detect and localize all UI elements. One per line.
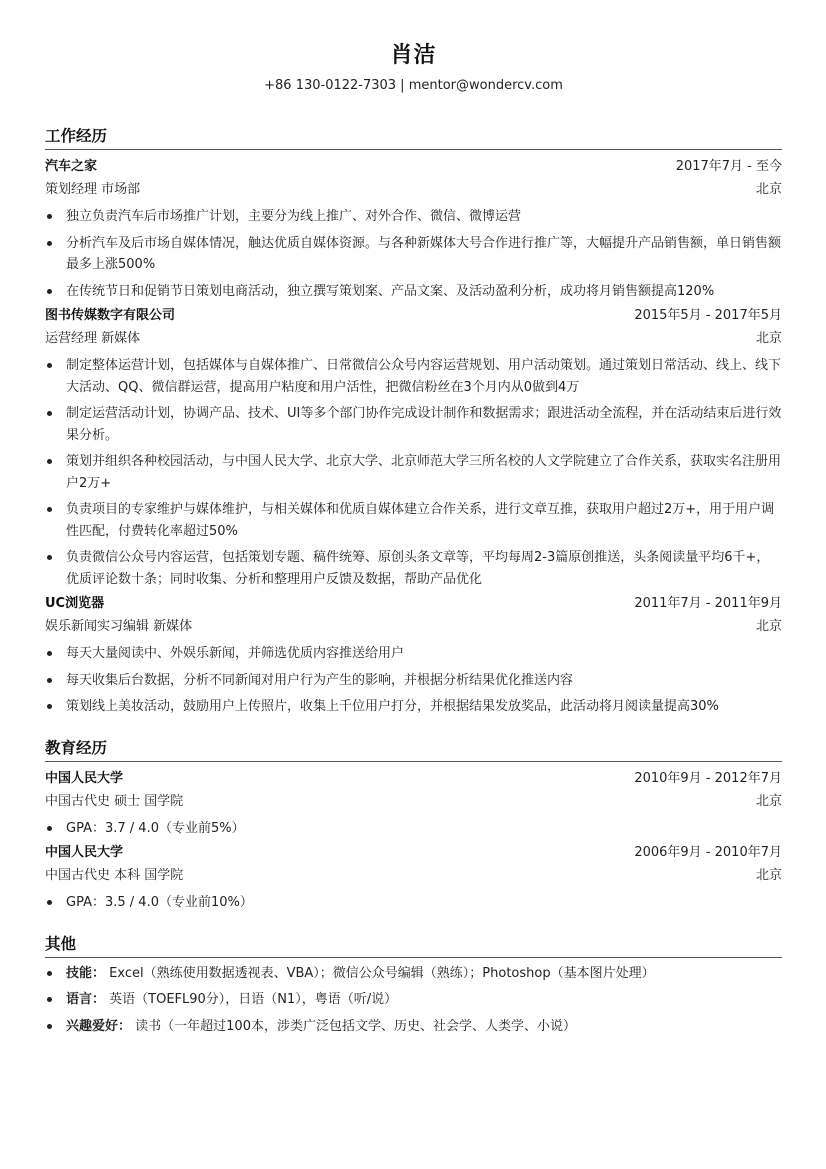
date-range: 2006年9月 - 2010年7月	[634, 845, 782, 860]
bullet-item	[45, 355, 782, 398]
bullet-item	[45, 233, 782, 276]
hobbies-label: 兴趣爱好：	[66, 1018, 132, 1034]
bullet-item	[45, 403, 782, 446]
entry-header	[45, 767, 782, 791]
date-range: 2010年9月 - 2012年7月	[634, 770, 782, 786]
job-role: 运营经理 新媒体	[45, 331, 141, 346]
job-role: 娱乐新闻实习编辑 新媒体	[45, 619, 193, 634]
skills-text: Excel（熟练使用数据透视表、VBA）；微信公众号编辑（熟练）；Photoshop（基本图片处理）	[109, 965, 655, 981]
school-name: 中国人民大学	[45, 845, 124, 860]
bullet-text: 每天大量阅读中、外娱乐新闻，并筛选优质内容推送给用户	[66, 646, 405, 661]
entry-subheader	[45, 865, 782, 887]
bullet-item	[45, 206, 782, 228]
work-section-title: 工作经历	[45, 126, 782, 150]
bullet-item	[45, 963, 782, 985]
bullet-text: 在传统节日和促销节日策划电商活动，独立撰写策划案、产品文案、及活动盈利分析，成功将月销售额提高120%	[66, 283, 715, 299]
degree: 中国古代史 硕士 国学院	[45, 793, 184, 809]
bullet-dot-icon	[47, 555, 52, 560]
candidate-name: 肖洁	[390, 43, 437, 68]
company-name: 汽车之家	[45, 159, 98, 174]
bullet-list	[45, 355, 782, 590]
job-role: 策划经理 市场部	[45, 182, 141, 197]
bullet-text: GPA：3.5 / 4.0（专业前10%）	[66, 895, 253, 910]
school-name: 中国人民大学	[45, 770, 124, 786]
location: 北京	[755, 868, 782, 883]
bullet-dot-icon	[47, 507, 52, 512]
bullet-item	[45, 696, 782, 718]
bullet-dot-icon	[47, 289, 52, 294]
bullet-list	[45, 892, 782, 914]
bullet-list	[45, 206, 782, 302]
entry-subheader	[45, 791, 782, 813]
entry-subheader	[45, 328, 782, 350]
bullet-dot-icon	[47, 1024, 52, 1029]
bullet-item	[45, 892, 782, 914]
company-name: UC浏览器	[45, 596, 105, 611]
bullet-item	[45, 499, 782, 542]
entry-header	[45, 592, 782, 616]
resume-header	[45, 0, 782, 94]
bullet-item	[45, 547, 782, 590]
company-name: 图书传媒数字有限公司	[45, 308, 176, 323]
entry-header	[45, 304, 782, 328]
bullet-dot-icon	[47, 971, 52, 976]
bullet-text: 制定整体运营计划，包括媒体与自媒体推广、日常微信公众号内容运营规划、用户活动策划。通过策划日常活动、线上、线下大活动、QQ、微信群运营，提高用户粘度和用户活性，把微信粉丝在3个月内从0做到4万	[66, 358, 782, 395]
bullet-item	[45, 670, 782, 692]
date-range: 2015年5月 - 2017年5月	[634, 308, 782, 323]
work-entry	[45, 592, 782, 718]
bullet-dot-icon	[47, 363, 52, 368]
bullet-text: 负责项目的专家维护与媒体维护，与相关媒体和优质自媒体建立合作关系，进行文章互推，获取用户超过2万+，用于用户调性匹配，付费转化率超过50%	[66, 502, 775, 539]
date-range: 2017年7月 - 至今	[675, 159, 782, 174]
bullet-item	[45, 281, 782, 303]
bullet-text: 制定运营活动计划，协调产品、技术、UI等多个部门协作完成设计制作和数据需求；跟进活动全流程，并在活动结束后进行效果分析。	[66, 406, 782, 443]
resume-page	[45, 0, 782, 1038]
skills-label: 技能：	[66, 965, 106, 981]
bullet-item	[45, 451, 782, 494]
entry-subheader	[45, 179, 782, 201]
education-entry	[45, 841, 782, 914]
bullet-text: 分析汽车及后市场自媒体情况，触达优质自媒体资源。与各种新媒体大号合作进行推广等，大幅提升产品销售额，单日销售额最多上涨500%	[66, 235, 782, 272]
entry-header	[45, 841, 782, 865]
work-entry	[45, 304, 782, 590]
location: 北京	[755, 619, 782, 634]
bullet-item	[45, 989, 782, 1011]
other-section	[45, 934, 782, 1038]
bullet-text: 独立负责汽车后市场推广计划，主要分为线上推广、对外合作、微信、微博运营	[66, 209, 522, 224]
other-section-title: 其他	[45, 934, 782, 958]
hobbies-text: 读书（一年超过100本，涉类广泛包括文学、历史、社会学、人类学、小说）	[135, 1018, 576, 1034]
bullet-list	[45, 963, 782, 1038]
bullet-list	[45, 643, 782, 718]
bullet-dot-icon	[47, 678, 52, 683]
bullet-list	[45, 818, 782, 840]
education-section-title: 教育经历	[45, 738, 782, 762]
bullet-dot-icon	[47, 651, 52, 656]
bullet-text: 策划并组织各种校园活动，与中国人民大学、北京大学、北京师范大学三所名校的人文学院建立了合作关系，获取实名注册用户2万+	[66, 454, 782, 491]
entry-subheader	[45, 616, 782, 638]
bullet-dot-icon	[47, 214, 52, 219]
bullet-text: GPA：3.7 / 4.0（专业前5%）	[66, 820, 245, 836]
work-entry	[45, 155, 782, 302]
bullet-dot-icon	[47, 900, 52, 905]
bullet-dot-icon	[47, 459, 52, 464]
bullet-dot-icon	[47, 411, 52, 416]
location: 北京	[755, 331, 782, 346]
degree: 中国古代史 本科 国学院	[45, 868, 184, 883]
entry-header	[45, 155, 782, 179]
bullet-dot-icon	[47, 826, 52, 831]
bullet-dot-icon	[47, 704, 52, 709]
education-entry	[45, 767, 782, 840]
bullet-dot-icon	[47, 241, 52, 246]
languages-text: 英语（TOEFL90分），日语（N1），粤语（听/说）	[109, 992, 398, 1007]
location: 北京	[755, 793, 782, 809]
education-section	[45, 738, 782, 914]
bullet-item	[45, 818, 782, 840]
bullet-text: 每天收集后台数据，分析不同新闻对用户行为产生的影响，并根据分析结果优化推送内容	[66, 672, 574, 688]
contact-line: +86 130-0122-7303 | mentor@wondercv.com	[264, 78, 563, 93]
bullet-text: 负责微信公众号内容运营，包括策划专题、稿件统筹、原创头条文章等，平均每周2-3篇原创推送，头条阅读量平均6千+，优质评论数十条；同时收集、分析和整理用户反馈及数据，帮助产品优化	[66, 550, 770, 587]
bullet-item	[45, 1016, 782, 1038]
bullet-text: 策划线上美妆活动，鼓励用户上传照片，收集上千位用户打分，并根据结果发放奖品，此活动将月阅读量提高30%	[66, 699, 719, 714]
work-section	[45, 126, 782, 718]
languages-label: 语言：	[66, 992, 106, 1007]
location: 北京	[755, 182, 782, 197]
bullet-dot-icon	[47, 997, 52, 1002]
date-range: 2011年7月 - 2011年9月	[634, 596, 782, 611]
bullet-item	[45, 643, 782, 665]
